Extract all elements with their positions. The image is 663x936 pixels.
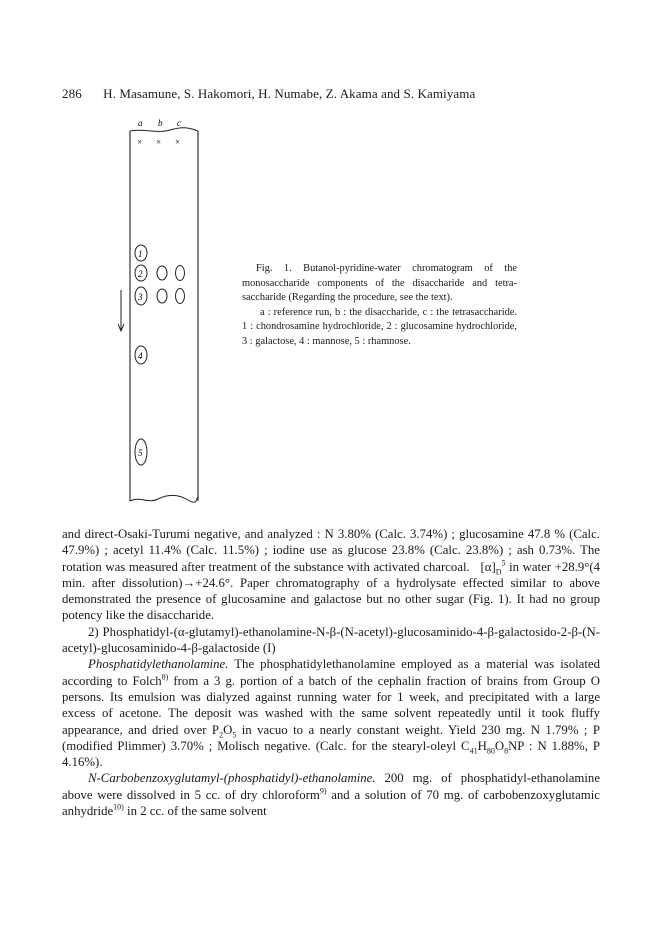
start-mark-c: ×: [175, 137, 181, 147]
header-authors: H. Masamune, S. Hakomori, H. Numabe, Z. Akama and S. Kamiyama: [103, 86, 476, 101]
spot-c-2: [176, 266, 185, 281]
running-header: [62, 86, 475, 102]
subheading-carbobenzoxyglutamyl: N-Carbobenzoxyglutamyl-(phosphatidyl)-ethanolamine.: [88, 771, 376, 786]
reference-10: 10): [113, 802, 124, 812]
optical-rotation-symbol: [α]: [480, 559, 496, 574]
spot-label-4: 4: [138, 351, 143, 361]
section-heading-compound-2: 2) Phosphatidyl-(α-glutamyl)-ethanolamine-N-β-(N-acetyl)-glucosaminido-4-β-galactosido-2-β-(N-acetyl)-glucosaminido-4-β-galactoside (I): [62, 624, 600, 656]
strip-top-edge: [130, 128, 198, 132]
spot-label-2: 2: [138, 269, 143, 279]
subheading-phosphatidylethanolamine: Phosphatidylethanolamine.: [88, 657, 229, 672]
caption-legend: a : reference run, b : the disaccharide, c : the tetrasaccharide. 1 : chondrosamine hydrochloride, 2 : glucosamine hydrochloride, 3 : galactose, 4 : mannose, 5 : rhamnose.: [242, 306, 517, 347]
spot-label-1: 1: [138, 249, 143, 259]
reference-8: 8): [161, 672, 169, 682]
chromatogram-figure: [118, 118, 210, 510]
chromatogram-svg: [118, 118, 210, 510]
reference-9: 9): [319, 786, 327, 796]
lane-label-a: a: [138, 118, 143, 128]
figure-caption: [242, 262, 517, 350]
paragraph-carbobenzoxyglutamyl: N-Carbobenzoxyglutamyl-(phosphatidyl)-ethanolamine. 200 mg. of phosphatidyl-ethanolamine above were dissolved in 5 cc. of dry chloroform$^{9)}$ and a solution of 70 mg. of carbobenzoxyglutamic anhydride$^{10)}$ in 2 cc. of the same solvent: [62, 771, 600, 819]
caption-main: Fig. 1. Butanol-pyridine-water chromatogram of the monosaccharide components of the disaccharide and tetra-saccharide (Regarding the procedure, see the text).: [242, 263, 517, 304]
body-text: [62, 526, 600, 819]
page-number: 286: [62, 86, 82, 101]
paragraph-analysis: and direct-Osaki-Turumi negative, and analyzed : N 3.80% (Calc. 3.74%) ; glucosamine 47.8 % (Calc. 47.9%) ; acetyl 11.4% (Calc. 11.5%) ; iodine use as glucose 23.8% (Calc. 23.8%) ; ash 0.73%. The rotation was measured after treatment of the substance with activated charcoal. $[\alpha]_D^5$ in water +28.9°(4 min. after dissolution)→+24.6°. Paper chromatography of a hydrolysate effected similar to above demonstrated the presence of glucosamine and galactose but no other sugar (Fig. 1). It had no group potency like the disaccharide.: [62, 527, 601, 623]
strip-bottom-edge: [130, 495, 198, 502]
lane-label-b: b: [158, 118, 163, 128]
spot-b-2: [157, 266, 167, 280]
start-mark-a: ×: [137, 137, 143, 147]
spot-label-3: 3: [138, 292, 143, 302]
start-mark-b: ×: [156, 137, 162, 147]
lane-label-c: c: [177, 118, 181, 128]
paragraph-phosphatidylethanolamine: Phosphatidylethanolamine. The phosphatidylethanolamine employed as a material was isolated according to Folch$^{8)}$ from a 3 g. portion of a batch of the cephalin fraction of brains from Group O persons. Its emulsion was dialyzed against running water for 1 week, and precipitated with a large excess of acetone. The deposit was washed with the same solvent repeatedly until it took fluffy appearance, and dried over $P_2O_5$ in vacuo to a nearly constant weight. Yield 230 mg. N 1.79% ; P (modified Plimmer) 3.70% ; Molisch negative. (Calc. for the stearyl-oleyl $C_{41}H_{80}O_8NP$ : N 1.88%, P 4.16%).: [62, 657, 601, 770]
spot-c-3: [176, 289, 185, 304]
spot-b-3: [157, 289, 167, 303]
spot-label-5: 5: [138, 448, 143, 458]
